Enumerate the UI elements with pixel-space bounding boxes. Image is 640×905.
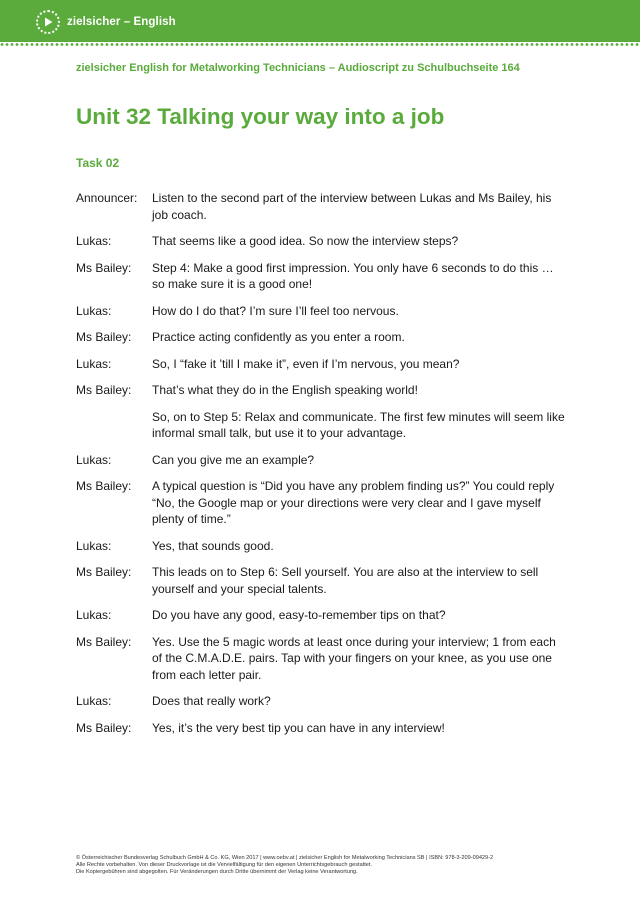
dialogue-row — [76, 634, 566, 684]
dialogue-text: Yes, it’s the very best tip you can have in any interview! — [152, 720, 445, 735]
dialogue-text: Do you have any good, easy-to-remember tips on that? — [152, 608, 446, 622]
dialogue-text: That’s what they do in the English speaking world! — [152, 383, 418, 397]
dialogue-row — [76, 720, 566, 737]
dialogue-row — [76, 303, 566, 320]
dialogue-row — [76, 382, 566, 399]
header-bar — [0, 0, 640, 42]
speaker-label: Ms Bailey: — [76, 330, 132, 344]
speaker-label: Ms Bailey: — [76, 479, 132, 493]
dialogue-row — [76, 329, 566, 346]
dialogue-text: Can you give me an example? — [152, 452, 315, 467]
dialogue-row — [76, 409, 566, 442]
dialogue-text: Listen to the second part of the interview between Lukas and Ms Bailey, his job coach. — [152, 191, 552, 222]
copyright-footer — [76, 855, 576, 877]
footer-line: © Österreichischer Bundesverlag Schulbuch GmbH & Co. KG, Wien 2017 | www.oebv.at | zielsicher English for Metalworking Technicians SB | ISBN: 978-3-209-09429-2 — [76, 855, 494, 861]
dialogue-text: That seems like a good idea. So now the interview steps? — [152, 234, 459, 248]
speaker-label: Lukas: — [76, 608, 112, 622]
dialogue-row — [76, 538, 566, 555]
dialogue-row — [76, 356, 566, 373]
dialogue-text: Practice acting confidently as you enter a room. — [152, 330, 405, 344]
brand-logo[interactable] — [36, 9, 176, 35]
speaker-label: Lukas: — [76, 694, 112, 708]
speaker-label: Ms Bailey: — [76, 565, 132, 579]
dialogue-text: Yes, that sounds good. — [152, 538, 274, 553]
footer-line: Die Kopiergebühren sind abgegolten. Für Veränderungen durch Dritte übernimmt der Verlag keine Verantwortung. — [76, 869, 358, 876]
speaker-label: Ms Bailey: — [76, 383, 132, 397]
speaker-label: Lukas: — [76, 234, 112, 248]
speaker-label: Lukas: — [76, 538, 112, 553]
dialogue-list — [76, 190, 566, 746]
dialogue-text: So, on to Step 5: Relax and communicate. The first few minutes will seem like informal small talk, but use it to your advantage. — [152, 409, 565, 440]
speaker-label: Ms Bailey: — [76, 720, 132, 735]
speaker-label — [76, 409, 152, 442]
speaker-label: Ms Bailey: — [76, 634, 132, 649]
speaker-label: Announcer: — [76, 191, 138, 205]
dialogue-text: So, I “fake it ’till I make it”, even if I’m nervous, you mean? — [152, 356, 460, 371]
dialogue-row — [76, 233, 566, 250]
speaker-label: Lukas: — [76, 303, 112, 318]
dialogue-row — [76, 564, 566, 597]
dialogue-text: A typical question is “Did you have any problem finding us?” You could reply “No, the Google map or your directions were very clear and I gave myself plenty of time.” — [152, 479, 555, 526]
page-title: Unit 32 Talking your way into a job — [76, 104, 445, 129]
dialogue-text: Yes. Use the 5 magic words at least once during your interview; 1 from each of the C.M.A.D.E. pairs. Tap with your fingers on your knee, as you use one from each letter pair. — [152, 634, 556, 682]
speaker-label: Lukas: — [76, 452, 112, 467]
dialogue-row — [76, 607, 566, 624]
dialogue-row — [76, 452, 566, 469]
footer-line: Alle Rechte vorbehalten. Von dieser Druckvorlage ist die Vervielfältigung für den eigenen Unterrichtsgebrauch gestattet. — [76, 862, 373, 869]
brand-name: zielsicher – English — [67, 16, 176, 28]
dotted-border — [0, 38, 640, 48]
dialogue-row — [76, 693, 566, 710]
dialogue-text: Step 4: Make a good first impression. You only have 6 seconds to do this … so make sure it is a good one! — [152, 260, 554, 291]
dialogue-text: How do I do that? I’m sure I’ll feel too nervous. — [152, 303, 399, 318]
dialogue-row — [76, 260, 566, 293]
dialogue-text: This leads on to Step 6: Sell yourself. You are also at the interview to sell yourself and your special talents. — [152, 565, 539, 596]
speaker-label: Lukas: — [76, 356, 112, 371]
dialogue-row — [76, 190, 566, 223]
play-circle-icon — [36, 10, 60, 34]
speaker-label: Ms Bailey: — [76, 260, 132, 275]
document-subtitle: zielsicher English for Metalworking Technicians – Audioscript zu Schulbuchseite 164 — [76, 62, 520, 74]
dialogue-text: Does that really work? — [152, 694, 271, 708]
dialogue-row — [76, 478, 566, 528]
task-heading: Task 02 — [76, 156, 120, 170]
